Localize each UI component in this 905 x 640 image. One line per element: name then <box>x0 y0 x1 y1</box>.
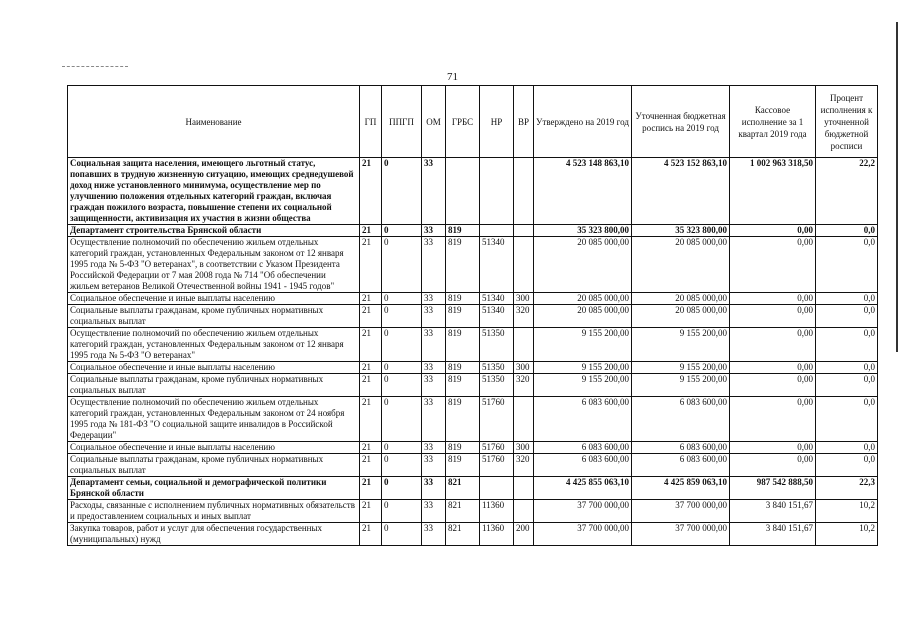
cell-gp: 21 <box>360 293 382 305</box>
cell-cash: 1 002 963 318,50 <box>730 158 816 225</box>
table-row <box>68 397 878 442</box>
cell-gp: 21 <box>360 477 382 500</box>
cell-om: 33 <box>422 477 446 500</box>
cell-cash: 0,00 <box>730 454 816 477</box>
cell-nr: 51340 <box>480 237 514 293</box>
cell-om: 33 <box>422 293 446 305</box>
cell-name: Социальные выплаты гражданам, кроме публичных нормативных социальных выплат <box>68 305 360 328</box>
cell-om: 33 <box>422 374 446 397</box>
cell-vr <box>514 397 534 442</box>
cell-approved: 20 085 000,00 <box>534 293 632 305</box>
cell-gp: 21 <box>360 158 382 225</box>
cell-refined: 20 085 000,00 <box>632 237 730 293</box>
cell-refined: 4 425 859 063,10 <box>632 477 730 500</box>
cell-ppgp: 0 <box>382 293 422 305</box>
cell-ppgp: 0 <box>382 374 422 397</box>
col-header-approved: Утверждено на 2019 год <box>534 86 632 158</box>
cell-cash: 0,00 <box>730 362 816 374</box>
scan-artifact-line <box>62 66 128 67</box>
cell-ppgp: 0 <box>382 328 422 362</box>
cell-approved: 9 155 200,00 <box>534 362 632 374</box>
cell-approved: 35 323 800,00 <box>534 225 632 237</box>
cell-nr: 51760 <box>480 454 514 477</box>
cell-ppgp: 0 <box>382 477 422 500</box>
cell-refined: 35 323 800,00 <box>632 225 730 237</box>
cell-vr <box>514 500 534 523</box>
cell-name: Осуществление полномочий по обеспечению жильем отдельных категорий граждан, установленных Федеральным законом от 12 января 1995 года № 5-ФЗ "О ветеранах", в соответствии с Указом Президента Российской Федерации от 7 мая 2008 года № 714 "Об обеспечении жильем ветеранов Великой Отечественной войны 1941 - 1945 годов" <box>68 237 360 293</box>
table-row <box>68 442 878 454</box>
cell-refined: 9 155 200,00 <box>632 362 730 374</box>
cell-ppgp: 0 <box>382 397 422 442</box>
cell-ppgp: 0 <box>382 158 422 225</box>
cell-om: 33 <box>422 225 446 237</box>
cell-percent: 0,0 <box>816 374 878 397</box>
cell-grbs <box>446 158 480 225</box>
cell-nr: 51350 <box>480 328 514 362</box>
cell-percent: 0,0 <box>816 362 878 374</box>
cell-cash: 0,00 <box>730 293 816 305</box>
cell-approved: 20 085 000,00 <box>534 305 632 328</box>
cell-percent: 10,2 <box>816 500 878 523</box>
cell-nr: 11360 <box>480 500 514 523</box>
cell-gp: 21 <box>360 328 382 362</box>
table-row <box>68 293 878 305</box>
cell-vr: 320 <box>514 305 534 328</box>
cell-vr: 320 <box>514 374 534 397</box>
table-header-row <box>68 86 878 158</box>
cell-om: 33 <box>422 362 446 374</box>
cell-percent: 0,0 <box>816 454 878 477</box>
cell-refined: 6 083 600,00 <box>632 397 730 442</box>
cell-ppgp: 0 <box>382 523 422 546</box>
cell-nr <box>480 225 514 237</box>
cell-gp: 21 <box>360 523 382 546</box>
cell-percent: 0,0 <box>816 293 878 305</box>
cell-cash: 987 542 888,50 <box>730 477 816 500</box>
cell-vr: 300 <box>514 442 534 454</box>
cell-vr <box>514 237 534 293</box>
cell-grbs: 819 <box>446 328 480 362</box>
cell-cash: 0,00 <box>730 374 816 397</box>
cell-nr: 11360 <box>480 523 514 546</box>
cell-approved: 6 083 600,00 <box>534 454 632 477</box>
cell-vr: 200 <box>514 523 534 546</box>
cell-gp: 21 <box>360 305 382 328</box>
cell-cash: 0,00 <box>730 442 816 454</box>
cell-ppgp: 0 <box>382 454 422 477</box>
cell-cash: 0,00 <box>730 237 816 293</box>
col-header-om: ОМ <box>422 86 446 158</box>
cell-nr: 51760 <box>480 442 514 454</box>
cell-gp: 21 <box>360 362 382 374</box>
cell-name: Социальное обеспечение и иные выплаты населению <box>68 362 360 374</box>
cell-gp: 21 <box>360 397 382 442</box>
cell-grbs: 819 <box>446 454 480 477</box>
cell-gp: 21 <box>360 442 382 454</box>
table-row <box>68 305 878 328</box>
cell-om: 33 <box>422 328 446 362</box>
cell-grbs: 819 <box>446 362 480 374</box>
cell-percent: 22,2 <box>816 158 878 225</box>
cell-vr <box>514 158 534 225</box>
cell-cash: 3 840 151,67 <box>730 500 816 523</box>
cell-approved: 37 700 000,00 <box>534 523 632 546</box>
cell-name: Социальная защита населения, имеющего льготный статус, попавших в трудную жизненную ситуацию, имеющих среднедушевой доход ниже установленного минимума, осуществление мер по улучшению положения отдельных категорий граждан, включая граждан пожилого возраста, повышение степени их социальной защищенности, активизация их участия в жизни общества <box>68 158 360 225</box>
cell-refined: 37 700 000,00 <box>632 523 730 546</box>
cell-vr <box>514 328 534 362</box>
cell-gp: 21 <box>360 500 382 523</box>
cell-percent: 0,0 <box>816 328 878 362</box>
cell-cash: 0,00 <box>730 225 816 237</box>
cell-nr <box>480 477 514 500</box>
cell-vr: 320 <box>514 454 534 477</box>
cell-ppgp: 0 <box>382 225 422 237</box>
cell-grbs: 821 <box>446 523 480 546</box>
table-row <box>68 225 878 237</box>
cell-name: Осуществление полномочий по обеспечению жильем отдельных категорий граждан, установленных Федеральным законом от 24 ноября 1995 года № 181-ФЗ "О социальной защите инвалидов в Российской Федерации" <box>68 397 360 442</box>
cell-nr <box>480 158 514 225</box>
cell-percent: 0,0 <box>816 225 878 237</box>
cell-name: Социальные выплаты гражданам, кроме публичных нормативных социальных выплат <box>68 454 360 477</box>
cell-grbs: 819 <box>446 397 480 442</box>
cell-vr <box>514 477 534 500</box>
col-header-percent: Процент исполнения к уточненной бюджетной росписи <box>816 86 878 158</box>
cell-ppgp: 0 <box>382 362 422 374</box>
cell-vr: 300 <box>514 362 534 374</box>
cell-grbs: 819 <box>446 225 480 237</box>
cell-nr: 51350 <box>480 362 514 374</box>
table-row <box>68 158 878 225</box>
cell-approved: 9 155 200,00 <box>534 374 632 397</box>
cell-grbs: 821 <box>446 500 480 523</box>
cell-om: 33 <box>422 237 446 293</box>
cell-refined: 9 155 200,00 <box>632 328 730 362</box>
cell-refined: 9 155 200,00 <box>632 374 730 397</box>
table-row <box>68 477 878 500</box>
cell-approved: 6 083 600,00 <box>534 442 632 454</box>
cell-grbs: 819 <box>446 305 480 328</box>
cell-percent: 0,0 <box>816 237 878 293</box>
cell-cash: 3 840 151,67 <box>730 523 816 546</box>
cell-name: Департамент семьи, социальной и демографической политики Брянской области <box>68 477 360 500</box>
cell-name: Закупка товаров, работ и услуг для обеспечения государственных (муниципальных) нужд <box>68 523 360 546</box>
cell-om: 33 <box>422 158 446 225</box>
table-row <box>68 328 878 362</box>
cell-ppgp: 0 <box>382 305 422 328</box>
cell-percent: 0,0 <box>816 397 878 442</box>
cell-grbs: 819 <box>446 374 480 397</box>
cell-refined: 20 085 000,00 <box>632 293 730 305</box>
budget-table <box>67 85 878 546</box>
cell-approved: 37 700 000,00 <box>534 500 632 523</box>
cell-om: 33 <box>422 500 446 523</box>
col-header-cash: Кассовое исполнение за 1 квартал 2019 года <box>730 86 816 158</box>
cell-vr <box>514 225 534 237</box>
cell-grbs: 821 <box>446 477 480 500</box>
cell-cash: 0,00 <box>730 328 816 362</box>
cell-name: Социальные выплаты гражданам, кроме публичных нормативных социальных выплат <box>68 374 360 397</box>
cell-approved: 20 085 000,00 <box>534 237 632 293</box>
cell-nr: 51340 <box>480 305 514 328</box>
cell-refined: 4 523 152 863,10 <box>632 158 730 225</box>
cell-refined: 20 085 000,00 <box>632 305 730 328</box>
cell-cash: 0,00 <box>730 305 816 328</box>
cell-nr: 51350 <box>480 374 514 397</box>
cell-cash: 0,00 <box>730 397 816 442</box>
cell-approved: 4 425 855 063,10 <box>534 477 632 500</box>
cell-om: 33 <box>422 397 446 442</box>
col-header-name: Наименование <box>68 86 360 158</box>
cell-approved: 9 155 200,00 <box>534 328 632 362</box>
cell-percent: 10,2 <box>816 523 878 546</box>
col-header-refined: Уточненная бюджетная роспись на 2019 год <box>632 86 730 158</box>
cell-grbs: 819 <box>446 442 480 454</box>
cell-refined: 6 083 600,00 <box>632 442 730 454</box>
col-header-grbs: ГРБС <box>446 86 480 158</box>
table-row <box>68 454 878 477</box>
cell-grbs: 819 <box>446 237 480 293</box>
cell-percent: 0,0 <box>816 442 878 454</box>
cell-ppgp: 0 <box>382 500 422 523</box>
cell-name: Социальное обеспечение и иные выплаты населению <box>68 442 360 454</box>
col-header-ppgp: ППГП <box>382 86 422 158</box>
cell-name: Расходы, связанные с исполнением публичных нормативных обязательств и предоставлением социальных и иных выплат <box>68 500 360 523</box>
cell-grbs: 819 <box>446 293 480 305</box>
cell-approved: 4 523 148 863,10 <box>534 158 632 225</box>
cell-nr: 51340 <box>480 293 514 305</box>
cell-om: 33 <box>422 442 446 454</box>
table-row <box>68 523 878 546</box>
col-header-gp: ГП <box>360 86 382 158</box>
table-row <box>68 374 878 397</box>
table-row <box>68 362 878 374</box>
page-number: 71 <box>447 71 458 83</box>
table-row <box>68 237 878 293</box>
cell-refined: 37 700 000,00 <box>632 500 730 523</box>
cell-ppgp: 0 <box>382 442 422 454</box>
cell-percent: 0,0 <box>816 305 878 328</box>
cell-om: 33 <box>422 454 446 477</box>
cell-nr: 51760 <box>480 397 514 442</box>
cell-gp: 21 <box>360 225 382 237</box>
cell-name: Департамент строительства Брянской области <box>68 225 360 237</box>
cell-ppgp: 0 <box>382 237 422 293</box>
cell-refined: 6 083 600,00 <box>632 454 730 477</box>
table-row <box>68 500 878 523</box>
cell-gp: 21 <box>360 374 382 397</box>
cell-om: 33 <box>422 523 446 546</box>
col-header-nr: НР <box>480 86 514 158</box>
cell-percent: 22,3 <box>816 477 878 500</box>
cell-vr: 300 <box>514 293 534 305</box>
cell-gp: 21 <box>360 454 382 477</box>
cell-approved: 6 083 600,00 <box>534 397 632 442</box>
cell-gp: 21 <box>360 237 382 293</box>
cell-name: Социальное обеспечение и иные выплаты населению <box>68 293 360 305</box>
col-header-vr: ВР <box>514 86 534 158</box>
cell-om: 33 <box>422 305 446 328</box>
cell-name: Осуществление полномочий по обеспечению жильем отдельных категорий граждан, установленных Федеральным законом от 12 января 1995 года № 5-ФЗ "О ветеранах" <box>68 328 360 362</box>
